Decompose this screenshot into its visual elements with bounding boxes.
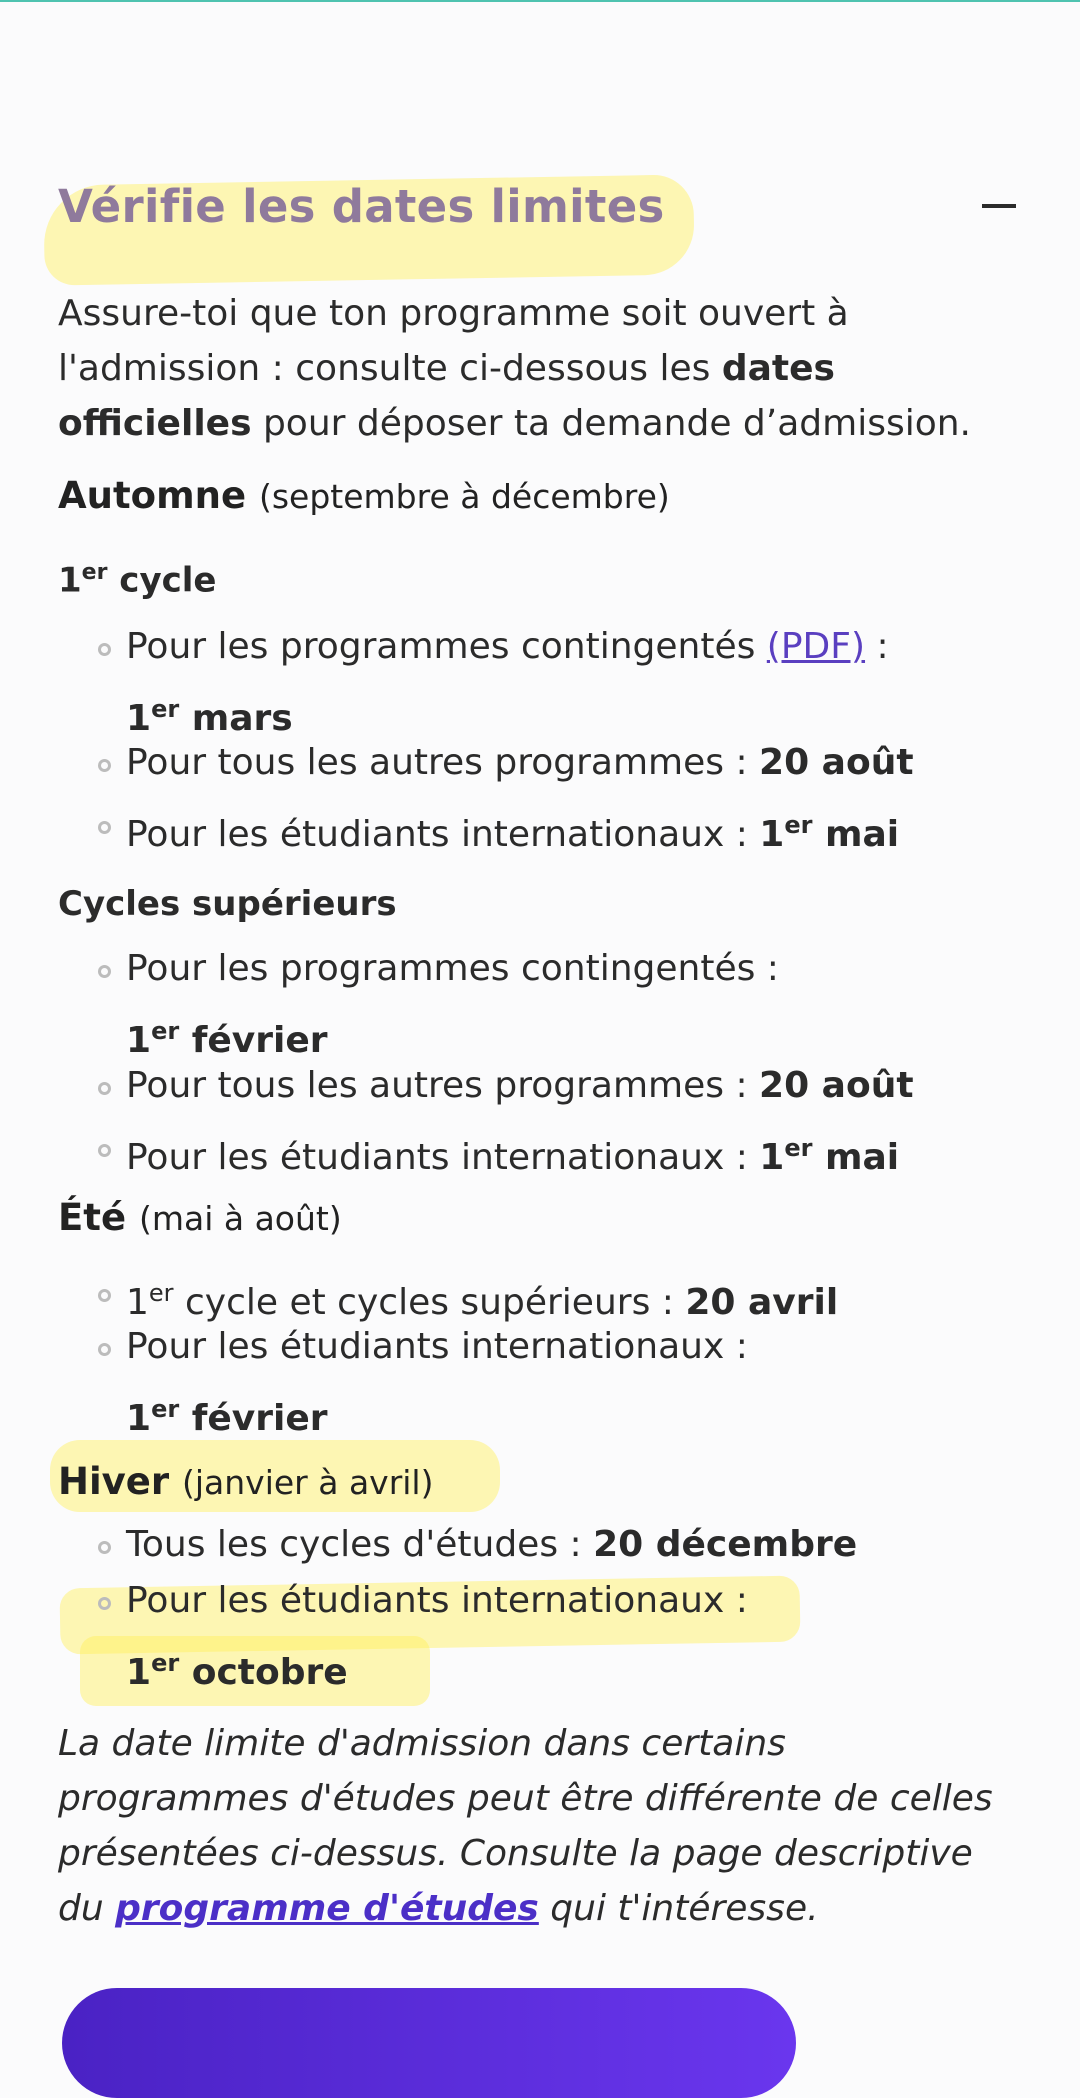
- bullet-icon: [98, 821, 111, 834]
- item-date: 20 août: [759, 1065, 914, 1106]
- bullet-icon: [98, 1343, 111, 1356]
- bullet-icon: [98, 759, 111, 772]
- bullet-icon: [98, 1289, 111, 1302]
- season-label: Hiver: [58, 1460, 170, 1503]
- item-text: Pour les étudiants internationaux :: [126, 1580, 748, 1621]
- list-item: [126, 794, 1006, 866]
- item-date: 1er mai: [759, 811, 900, 855]
- season-range: (mai à août): [138, 1199, 342, 1238]
- intro-text-1: Assure-toi que ton programme soit ouvert à l'admission : consulte ci-dessous les: [58, 293, 849, 389]
- list-item: [126, 1316, 1006, 1450]
- intro-paragraph: [58, 286, 1018, 451]
- list-item: [126, 938, 1006, 1072]
- bullet-icon: [98, 1144, 111, 1157]
- season-label: Automne: [58, 474, 247, 517]
- item-sup: er: [148, 1279, 174, 1307]
- item-text: cycle et cycles supérieurs :: [173, 1282, 686, 1323]
- list-item: [126, 1514, 1006, 1576]
- item-date: 1er mai: [759, 1134, 900, 1178]
- bullet-icon: [98, 1541, 111, 1554]
- item-text: Pour tous les autres programmes :: [126, 742, 760, 783]
- pdf-link[interactable]: (PDF): [766, 626, 866, 667]
- bullet-icon: [98, 965, 111, 978]
- season-ete: [58, 1196, 342, 1239]
- item-date: 20 avril: [685, 1282, 839, 1323]
- item-text: Pour les étudiants internationaux :: [126, 814, 760, 855]
- season-range: (septembre à décembre): [258, 477, 670, 516]
- cycle-label-1er: [58, 560, 216, 600]
- item-text: Pour les programmes contingentés :: [126, 948, 779, 989]
- season-label: Été: [58, 1196, 127, 1239]
- note-text-1: La date limite d'admission dans certains programmes d'études peut être différente de celles présentées ci-dessus. Consulte la page descriptive du: [58, 1723, 993, 1929]
- item-text: Pour les étudiants internationaux :: [126, 1326, 748, 1367]
- note-text-2: qui t'intéresse.: [538, 1888, 819, 1929]
- intro-bold: dates officielles: [58, 348, 835, 444]
- cycle-label-superieurs: Cycles supérieurs: [58, 884, 397, 924]
- list-item: [126, 616, 1006, 750]
- list-item: [126, 1055, 1006, 1117]
- item-date: 1er mars: [126, 695, 293, 739]
- bullet-icon: [98, 643, 111, 656]
- season-automne: [58, 474, 670, 517]
- bullet-icon: [98, 1082, 111, 1095]
- cta-button[interactable]: [62, 1988, 796, 2098]
- item-after: :: [865, 626, 889, 667]
- item-date: 20 août: [759, 742, 914, 783]
- cycle-rest: cycle: [107, 560, 217, 601]
- item-date: 1er février: [126, 1395, 328, 1439]
- item-date: 1er février: [126, 1017, 328, 1061]
- cycle-num: 1: [58, 560, 82, 601]
- item-num: 1: [126, 1282, 149, 1323]
- disclaimer-note: [58, 1716, 1018, 1936]
- season-hiver: [58, 1460, 433, 1503]
- item-date: 1er octobre: [126, 1649, 348, 1693]
- intro-text-2: pour déposer ta demande d’admission.: [251, 403, 971, 444]
- programme-link[interactable]: programme d'études: [115, 1888, 539, 1929]
- list-item: [126, 1117, 1006, 1189]
- season-range: (janvier à avril): [182, 1463, 434, 1502]
- item-text: Tous les cycles d'études :: [126, 1524, 594, 1565]
- item-text: Pour les étudiants internationaux :: [126, 1137, 760, 1178]
- collapse-button[interactable]: [982, 193, 1016, 221]
- item-text: Pour tous les autres programmes :: [126, 1065, 760, 1106]
- cycle-sup: er: [81, 560, 108, 585]
- top-accent-line: [0, 0, 1080, 2]
- item-text: Pour les programmes contingentés: [126, 626, 767, 667]
- minus-icon: [982, 204, 1016, 208]
- item-date: 20 décembre: [593, 1524, 858, 1565]
- bullet-icon: [98, 1597, 111, 1610]
- list-item: [126, 732, 1006, 794]
- list-item: [126, 1570, 1006, 1704]
- section-title: Vérifie les dates limites: [58, 180, 665, 233]
